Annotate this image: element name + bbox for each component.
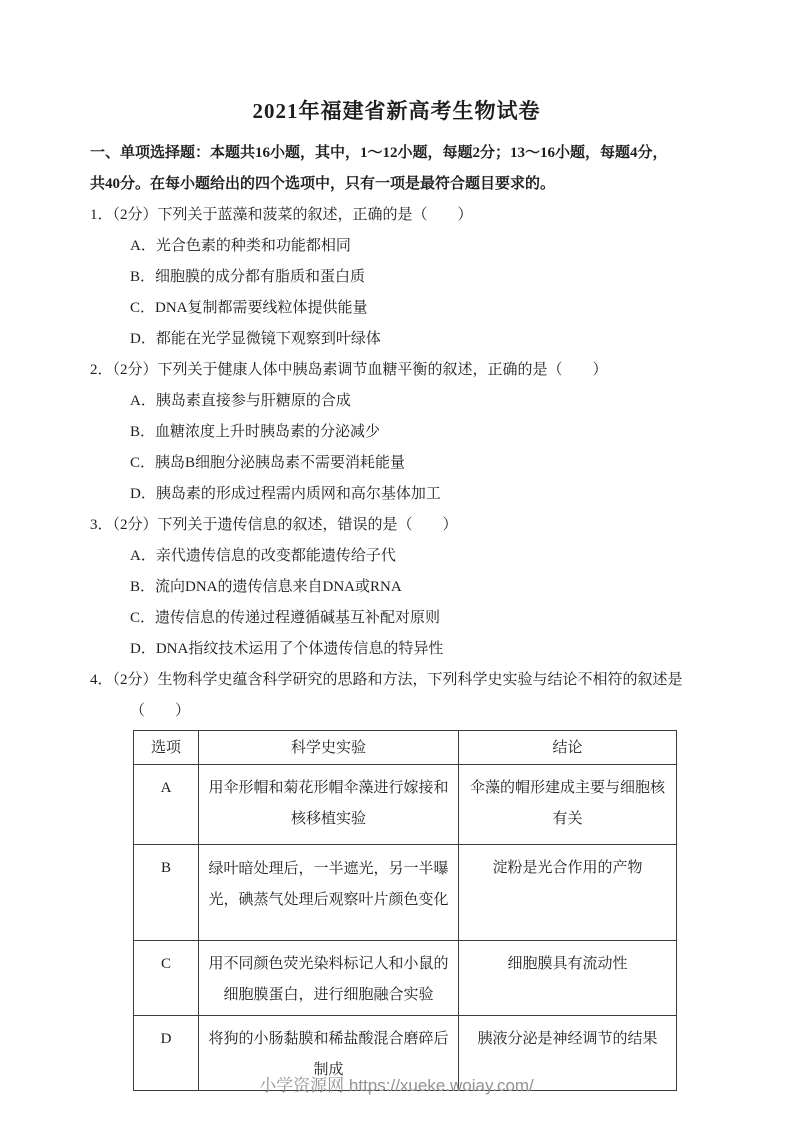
question-4-stem-line-1: 4．（2分）生物科学史蕴含科学研究的思路和方法，下列科学史实验与结论不相符的叙述是 (90, 672, 683, 688)
table-header-conclusion: 结论 (459, 731, 677, 765)
question-1-option-d: D．都能在光学显微镜下观察到叶绿体 (130, 331, 381, 347)
question-2-option-b: B．血糖浓度上升时胰岛素的分泌减少 (130, 424, 381, 440)
question-2 (90, 355, 703, 510)
row-b-conclusion: 淀粉是光合作用的产物 (459, 845, 677, 941)
instructions-line-2: 共40分。在每小题给出的四个选项中，只有一项是最符合题目要求的。 (90, 176, 556, 192)
question-4-stem-line-2: （ ） (130, 703, 191, 719)
row-a-experiment: 用伞形帽和菊花形帽伞藻进行嫁接和核移植实验 (199, 765, 459, 845)
question-2-option-c: C．胰岛B细胞分泌胰岛素不需要消耗能量 (130, 455, 406, 471)
question-1-option-a: A．光合色素的种类和功能都相同 (130, 238, 351, 254)
row-b-option: B (134, 845, 199, 941)
table-header-row (134, 731, 677, 765)
question-1-stem: 1．（2分）下列关于蓝藻和菠菜的叙述，正确的是（ ） (90, 207, 473, 223)
section-instructions (90, 138, 703, 200)
question-3-option-c: C．遗传信息的传递过程遵循碱基互补配对原则 (130, 610, 441, 626)
row-a-option: A (134, 765, 199, 845)
table-header-option: 选项 (134, 731, 199, 765)
row-c-conclusion: 细胞膜具有流动性 (459, 941, 677, 1016)
question-1-option-c: C．DNA复制都需要线粒体提供能量 (130, 300, 368, 316)
question-3-option-a: A．亲代遗传信息的改变都能遗传给子代 (130, 548, 396, 564)
row-d-experiment: 将狗的小肠黏膜和稀盐酸混合磨碎后制成 (199, 1016, 459, 1091)
instructions-line-1: 一、单项选择题：本题共16小题，其中，1～12小题，每题2分；13～16小题，每题4分， (90, 145, 668, 161)
table-row-b (134, 845, 677, 941)
row-d-option: D (134, 1016, 199, 1091)
row-c-experiment: 用不同颜色荧光染料标记人和小鼠的细胞膜蛋白，进行细胞融合实验 (199, 941, 459, 1016)
question-3-option-d: D．DNA指纹技术运用了个体遗传信息的特异性 (130, 641, 444, 657)
question-4 (90, 665, 703, 1091)
question-2-option-a: A．胰岛素直接参与肝糖原的合成 (130, 393, 351, 409)
row-a-conclusion: 伞藻的帽形建成主要与细胞核有关 (459, 765, 677, 845)
table-row-a (134, 765, 677, 845)
question-1-option-b: B．细胞膜的成分都有脂质和蛋白质 (130, 269, 366, 285)
question-4-table (133, 730, 677, 1091)
footer-watermark: 小学资源网 https://xueke.woiay.com/ (259, 1076, 534, 1095)
table-header-experiment: 科学史实验 (199, 731, 459, 765)
question-3-stem: 3．（2分）下列关于遗传信息的叙述，错误的是（ ） (90, 517, 458, 533)
question-2-stem: 2．（2分）下列关于健康人体中胰岛素调节血糖平衡的叙述，正确的是（ ） (90, 362, 608, 378)
question-3 (90, 510, 703, 665)
row-c-option: C (134, 941, 199, 1016)
question-1 (90, 200, 703, 355)
page-title: 2021年福建省新高考生物试卷 (252, 99, 541, 123)
question-2-option-d: D．胰岛素的形成过程需内质网和高尔基体加工 (130, 486, 441, 502)
question-3-option-b: B．流向DNA的遗传信息来自DNA或RNA (130, 579, 402, 595)
row-b-experiment: 绿叶暗处理后，一半遮光，另一半曝光，碘蒸气处理后观察叶片颜色变化 (199, 845, 459, 941)
row-d-conclusion: 胰液分泌是神经调节的结果 (459, 1016, 677, 1091)
table-row-c (134, 941, 677, 1016)
